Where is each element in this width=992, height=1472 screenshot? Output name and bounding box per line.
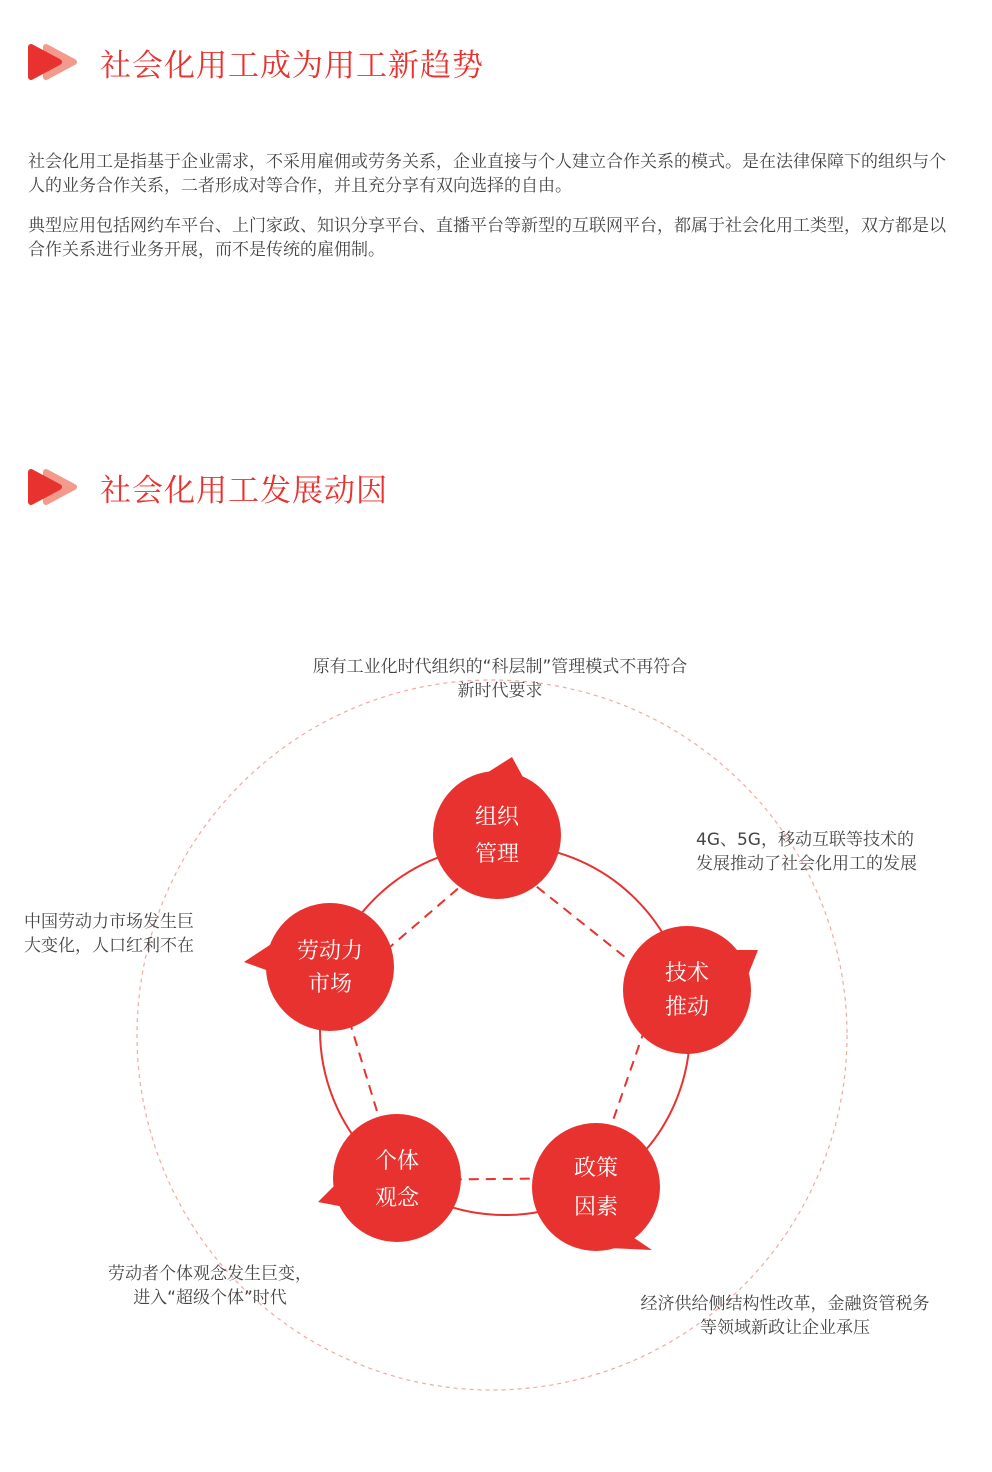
annotation-tech-line2: 发展推动了社会化用工的发展	[696, 854, 917, 874]
section-header-trend	[26, 42, 484, 82]
node-labor-line1: 劳动力	[296, 939, 364, 964]
node-person-line2: 观念	[374, 1186, 420, 1211]
intro-paragraph-definition: 社会化用工是指基于企业需求，不采用雇佣或劳务关系，企业直接与个人建立合作关系的模式。是在法律保障下的组织与个人的业务合作关系，二者形成对等合作，并且充分享有双向选择的自由。	[28, 152, 946, 196]
annotation-labor-line2: 大变化，人口红利不在	[24, 936, 194, 956]
node-person-line1: 个体	[374, 1149, 420, 1174]
node-org-line1: 组织	[474, 805, 520, 830]
double-play-chevron-icon	[26, 44, 78, 80]
annotation-org-line2: 新时代要求	[457, 681, 543, 701]
annotation-person-line1: 劳动者个体观念发生巨变，	[108, 1264, 312, 1284]
section-header-drivers	[26, 467, 388, 507]
double-play-chevron-icon	[26, 469, 78, 505]
annotation-org-line1: 原有工业化时代组织的“科层制”管理模式不再符合	[312, 657, 688, 677]
node-policy-line1: 政策	[573, 1156, 619, 1181]
node-policy-line2: 因素	[573, 1195, 619, 1220]
node-policy-factors	[532, 1123, 660, 1251]
annotation-tech-line1: 4G、5G，移动互联等技术的	[696, 830, 914, 850]
annotation-policy	[618, 1292, 952, 1340]
annotation-labor-line1: 中国劳动力市场发生巨	[24, 912, 194, 932]
intro-paragraph-examples: 典型应用包括网约车平台、上门家政、知识分享平台、直播平台等新型的互联网平台，都属于社会化用工类型，双方都是以合作关系进行业务开展，而不是传统的雇佣制。	[28, 216, 946, 260]
node-tech-line2: 推动	[664, 995, 710, 1020]
node-org-management	[433, 757, 561, 899]
annotation-person-line2: 进入“超级个体”时代	[133, 1288, 287, 1308]
node-labor-line2: 市场	[307, 972, 353, 997]
annotation-policy-line1: 经济供给侧结构性改革，金融资管税务	[640, 1294, 930, 1314]
annotation-labor	[24, 910, 194, 958]
section-title-trend: 社会化用工成为用工新趋势	[100, 47, 484, 84]
node-tech-line1: 技术	[664, 961, 710, 986]
section-title-drivers: 社会化用工发展动因	[100, 472, 388, 509]
annotation-tech	[696, 828, 917, 876]
node-org-line2: 管理	[474, 842, 520, 867]
node-individual-mindset	[318, 1114, 461, 1242]
annotation-org	[270, 655, 730, 703]
node-labor-market	[244, 903, 394, 1031]
annotation-policy-line2: 等领域新政让企业承压	[700, 1318, 870, 1338]
annotation-person	[90, 1262, 330, 1310]
node-tech-driven	[623, 926, 758, 1054]
